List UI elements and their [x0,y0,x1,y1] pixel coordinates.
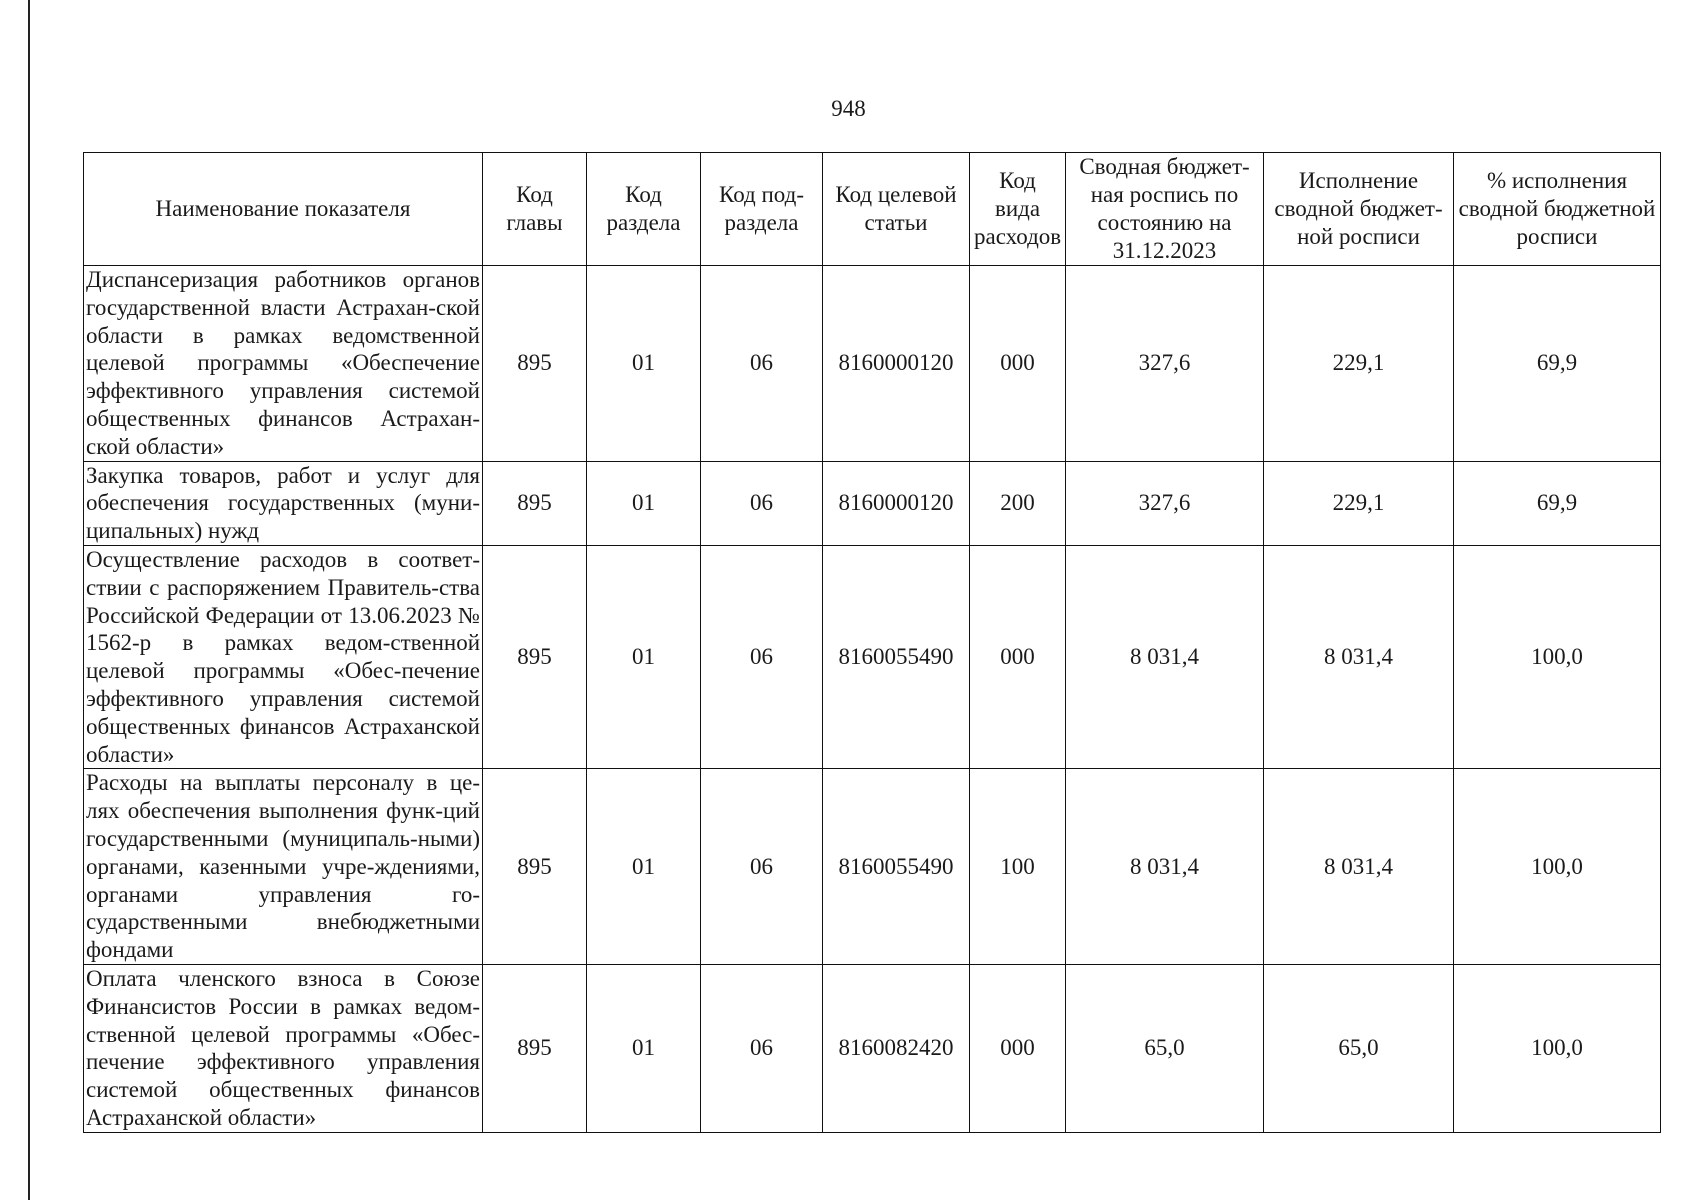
row-razdel: 01 [587,964,701,1132]
row-celevaya: 8160055490 [823,545,970,768]
header-podrazdel: Код под-раздела [701,153,823,266]
row-plan: 8 031,4 [1066,545,1264,768]
row-celevaya: 8160055490 [823,769,970,965]
row-podrazdel: 06 [701,461,823,545]
row-podrazdel: 06 [701,266,823,462]
header-ispolnenie: Исполнение сводной бюджет-ной росписи [1264,153,1454,266]
row-ispolnenie: 8 031,4 [1264,769,1454,965]
header-glava: Код главы [483,153,587,266]
header-procent: % исполнения сводной бюджетной росписи [1454,153,1661,266]
row-razdel: 01 [587,461,701,545]
row-name: Осуществление расходов в соответ-ствии с распоряжением Правитель-ства Российской Федерации от 13.06.2023 № 1562-р в рамках ведом-ственной целевой программы «Обес-печение эффективного управления системой общественных финансов Астраханской области» [84,545,483,768]
row-plan: 65,0 [1066,964,1264,1132]
row-name: Диспансеризация работников органов государственной власти Астрахан-ской области в рамках ведомственной целевой программы «Обеспечение эффективного управления системой общественных финансов Астрахан-ской области» [84,266,483,462]
table-row [84,461,1661,545]
row-celevaya: 8160082420 [823,964,970,1132]
table-row [84,964,1661,1132]
row-vid: 000 [970,964,1066,1132]
row-procent: 100,0 [1454,964,1661,1132]
row-plan: 327,6 [1066,266,1264,462]
row-vid: 000 [970,266,1066,462]
row-glava: 895 [483,769,587,965]
row-vid: 100 [970,769,1066,965]
budget-execution-table [83,152,1661,1133]
row-podrazdel: 06 [701,964,823,1132]
row-name: Оплата членского взноса в Союзе Финансистов России в рамках ведом-ственной целевой программы «Обес-печение эффективного управления системой общественных финансов Астраханской области» [84,964,483,1132]
row-glava: 895 [483,545,587,768]
row-procent: 100,0 [1454,545,1661,768]
row-ispolnenie: 8 031,4 [1264,545,1454,768]
table-row [84,545,1661,768]
row-razdel: 01 [587,545,701,768]
row-glava: 895 [483,964,587,1132]
row-glava: 895 [483,266,587,462]
row-podrazdel: 06 [701,769,823,965]
row-vid: 200 [970,461,1066,545]
row-celevaya: 8160000120 [823,461,970,545]
row-ispolnenie: 229,1 [1264,461,1454,545]
row-glava: 895 [483,461,587,545]
row-razdel: 01 [587,266,701,462]
row-name: Закупка товаров, работ и услуг для обеспечения государственных (муни-ципальных) нужд [84,461,483,545]
page-number: 948 [831,96,866,121]
row-procent: 69,9 [1454,461,1661,545]
row-name: Расходы на выплаты персоналу в це-лях обеспечения выполнения функ-ций государственными (муниципаль-ными) органами, казенными учре-ждениями, органами управления го-сударственными внебюджетными фондами [84,769,483,965]
table-row [84,769,1661,965]
table-header-row [84,153,1661,266]
row-podrazdel: 06 [701,545,823,768]
table-row [84,266,1661,462]
row-razdel: 01 [587,769,701,965]
header-name: Наименование показателя [84,153,483,266]
row-ispolnenie: 65,0 [1264,964,1454,1132]
header-vid: Код вида расходов [970,153,1066,266]
header-plan: Сводная бюджет-ная роспись по состоянию на 31.12.2023 [1066,153,1264,266]
row-ispolnenie: 229,1 [1264,266,1454,462]
scan-edge-line [28,0,30,1200]
header-celevaya: Код целевой статьи [823,153,970,266]
row-procent: 69,9 [1454,266,1661,462]
row-plan: 327,6 [1066,461,1264,545]
row-vid: 000 [970,545,1066,768]
row-plan: 8 031,4 [1066,769,1264,965]
row-procent: 100,0 [1454,769,1661,965]
header-razdel: Код раздела [587,153,701,266]
row-celevaya: 8160000120 [823,266,970,462]
